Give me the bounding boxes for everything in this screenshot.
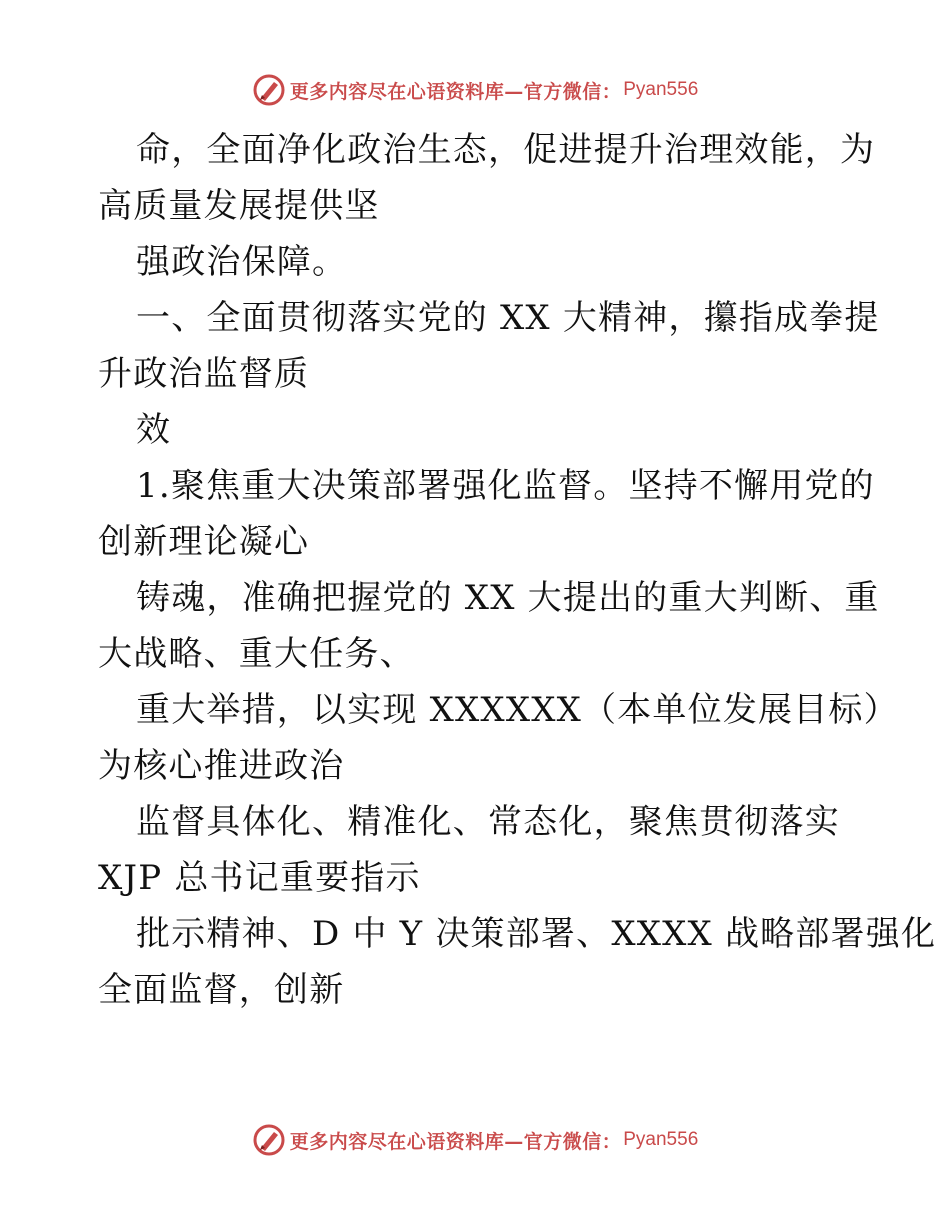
pen-logo-icon [252,1123,286,1157]
body-line: 全面监督，创新 [98,970,345,1010]
document-body [98,122,937,1018]
header-watermark [0,70,950,110]
body-line: 升政治监督质 [98,354,310,394]
watermark-text: 更多内容尽在心语资料库—官方微信： [289,1130,622,1153]
body-line: 效 [136,410,172,450]
body-line: XJP 总书记重要指示 [98,858,421,898]
body-line: 创新理论凝心 [98,522,310,562]
footer-watermark [0,1120,950,1160]
body-line: 为核心推进政治 [98,746,345,786]
body-line: 批示精神、D 中 Y 决策部署、XXXX 战略部署强化 [136,914,937,954]
watermark-handle: Pyan556 [623,1129,699,1150]
pen-logo-icon [252,73,286,107]
body-line: 大战略、重大任务、 [98,634,415,674]
body-line: 监督具体化、精准化、常态化，聚焦贯彻落实 [136,802,840,842]
body-line: 1.聚焦重大决策部署强化监督。坚持不懈用党的 [136,466,875,506]
watermark-handle: Pyan556 [623,79,699,100]
watermark-text: 更多内容尽在心语资料库—官方微信： [289,80,622,103]
body-line: 铸魂，准确把握党的 XX 大提出的重大判断、重 [136,578,880,618]
body-line: 强政治保障。 [136,242,348,282]
body-line: 一、全面贯彻落实党的 XX 大精神，攥指成拳提 [136,298,880,338]
body-line: 高质量发展提供坚 [98,186,380,226]
body-line: 命，全面净化政治生态，促进提升治理效能，为 [136,130,876,170]
body-line: 重大举措，以实现 XXXXXX（本单位发展目标） [136,690,899,730]
